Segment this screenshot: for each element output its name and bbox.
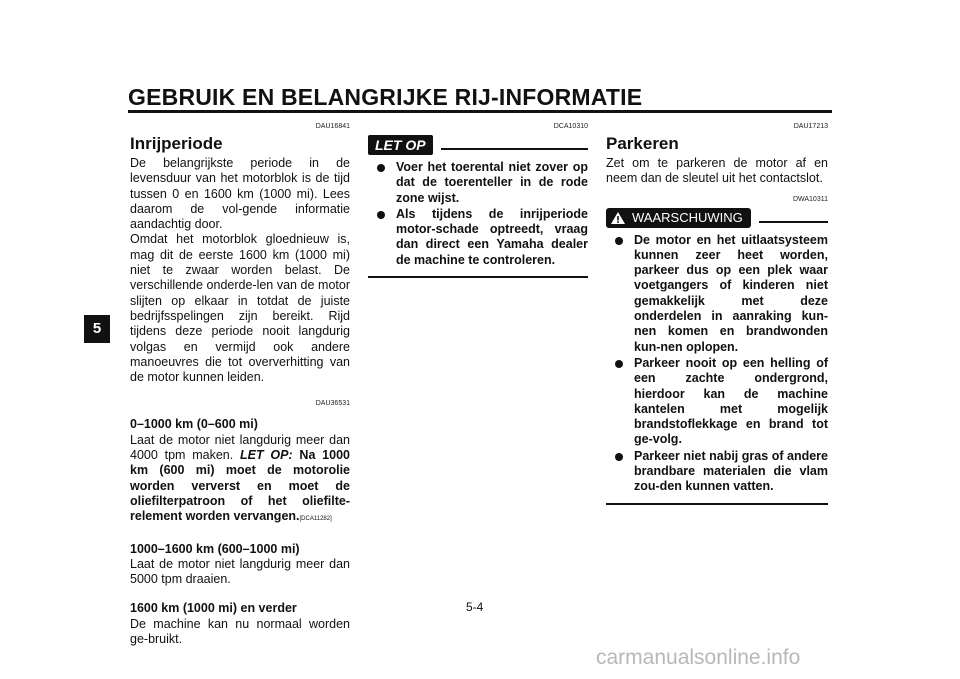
paragraph: Laat de motor niet langdurig meer dan 5000 tpm draaien. <box>130 556 350 587</box>
subheading: 1600 km (1000 mi) en verder <box>130 601 297 616</box>
list-item: Voer het toerental niet zover op dat de toerenteller in de rode zone wijst. <box>368 160 588 206</box>
section-heading-parkeren: Parkeren <box>606 134 679 153</box>
divider <box>368 276 588 278</box>
paragraph: Omdat het motorblok gloednieuw is, mag dit de eerste 1600 km (1000 mi) niet te zwaar worden belast. De verschillende onderde-len van de motor slijten op elkaar in totdat de juiste bedrijfsspelingen zijn bereikt. Rijd tijdens deze periode nooit langdurig volgas en vermijd ook andere manoeuvres die tot oververhitting van de motor kunnen leiden. <box>130 232 350 385</box>
bullet-icon <box>615 237 623 245</box>
doc-code: [DCA11282] <box>299 516 332 523</box>
divider <box>759 221 828 223</box>
doc-code: DWA10311 <box>792 195 828 203</box>
caution-header <box>368 134 588 156</box>
caution-list <box>368 160 588 268</box>
paragraph: De belangrijkste periode in de levensduur van het motorblok is de tijd tussen 0 en 1600 km (1000 mi). Lees daarom de vol-gende informatie aandachtig door. <box>130 156 350 232</box>
divider <box>606 503 828 505</box>
caution-text: Na 1000 km (600 mi) moet de motorolie worden ververst en moet de oliefilterpatroon of het oliefilte-relement worden vervangen. <box>130 448 350 524</box>
page-number: 5-4 <box>466 600 484 614</box>
column-parkeren <box>606 122 828 505</box>
letop-label: LET OP: <box>240 448 293 463</box>
doc-code: DAU16841 <box>315 123 350 130</box>
column-inrijperiode <box>130 122 350 647</box>
bullet-icon <box>615 360 623 368</box>
divider <box>441 148 588 150</box>
list-item: Parkeer niet nabij gras of andere brandbare materialen die vlam zou-den kunnen vatten. <box>606 449 828 495</box>
warning-icon <box>610 211 626 225</box>
bullet-icon <box>615 453 623 461</box>
subheading: 1000–1600 km (600–1000 mi) <box>130 541 300 556</box>
section-heading-inrijperiode: Inrijperiode <box>130 134 223 153</box>
warning-header <box>606 207 828 229</box>
warning-badge <box>606 208 751 228</box>
doc-code: DAU17213 <box>793 123 828 130</box>
bullet-icon <box>377 211 385 219</box>
watermark: carmanualsonline.info <box>596 646 801 669</box>
letop-badge: LET OP <box>368 135 433 155</box>
paragraph: De machine kan nu normaal worden ge-bruikt. <box>130 616 350 647</box>
subheading: 0–1000 km (0–600 mi) <box>130 417 258 432</box>
list-item: De motor en het uitlaatsysteem kunnen zeer heet worden, parkeer dus op een plek waar voetgangers of kinderen niet gemakkelijk met deze onderdelen in aanraking kun-nen komen en brandwonden kun-nen oplopen. <box>606 233 828 355</box>
paragraph <box>130 433 350 528</box>
doc-code: DCA10310 <box>553 123 588 130</box>
paragraph: Zet om te parkeren de motor af en neem dan de sleutel uit het contactslot. <box>606 156 828 186</box>
bullet-icon <box>377 164 385 172</box>
page-title: GEBRUIK EN BELANGRIJKE RIJ-INFORMATIE <box>128 84 643 110</box>
list-item: Als tijdens de inrijperiode motor-schade optreedt, vraag dan direct een Yamaha dealer de machine te controleren. <box>368 207 588 268</box>
header-rule <box>128 110 832 113</box>
column-letop <box>368 122 588 278</box>
doc-code: DAU36531 <box>315 400 350 408</box>
paragraph-text: Laat de motor niet langdurig meer dan 4000 tpm maken. <box>130 432 350 463</box>
warning-label: WAARSCHUWING <box>632 209 743 225</box>
list-item: Parkeer nooit op een helling of een zachte ondergrond, hierdoor kan de machine kantelen met mogelijk brandstoflekkage en brand tot ge-volg. <box>606 356 828 448</box>
warning-list <box>606 233 828 495</box>
chapter-tab: 5 <box>84 315 110 343</box>
